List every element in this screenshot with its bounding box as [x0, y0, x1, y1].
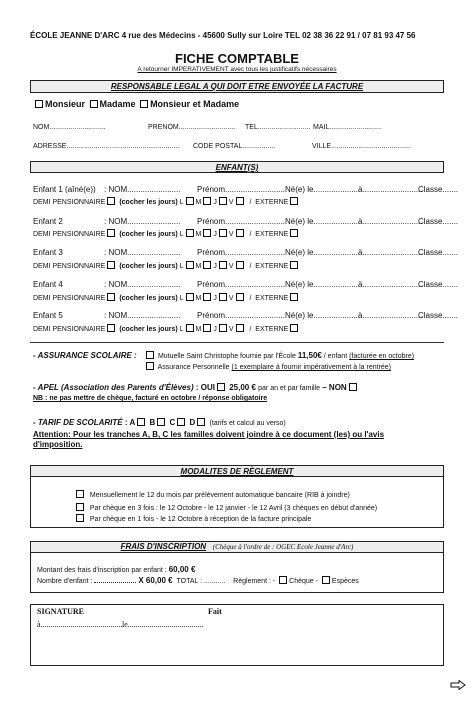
- demi-pensionnaire-label: DEMI PENSIONNAIRE: [33, 326, 106, 333]
- day-m-checkbox[interactable]: [203, 261, 211, 269]
- both-checkbox[interactable]: [140, 100, 148, 108]
- mutuelle-note: (facturée en octobre): [349, 353, 415, 360]
- enfant-2-label: Enfant 2: [33, 217, 63, 226]
- demi-pensionnaire-label: DEMI PENSIONNAIRE: [33, 199, 106, 206]
- page-subtitle: A retourner IMPERATIVEMENT avec tous les justificatifs nécessaires: [137, 66, 337, 73]
- attention-text: : Pour les tranches A, B, C les familles doivent joindre à ce document (les) ou l'avis: [68, 430, 385, 439]
- responsable-header: RESPONSABLE LEGAL A QUI DOIT ETRE ENVOYÉE LA FACTURE: [30, 80, 444, 93]
- day-v: V: [228, 199, 234, 206]
- assurance-option-2: [144, 362, 391, 371]
- enfant-5-label: Enfant 5: [33, 311, 63, 320]
- day-j-checkbox[interactable]: [219, 293, 227, 301]
- trois-fois-label: Par chèque en 3 fois : le 12 Octobre - le 12 janvier - le 12 Avril (3 chèques en début d'année): [89, 505, 378, 512]
- demi-checkbox[interactable]: [107, 293, 115, 301]
- school-address: 4 rue des Médecins - 45600 Sully sur Loire TEL 02 38 36 22 91 / 07 81 93 47 56: [121, 31, 416, 40]
- enfant-4-nom[interactable]: : NOM........................: [104, 280, 181, 289]
- day-m-checkbox[interactable]: [203, 229, 211, 237]
- day-j-checkbox[interactable]: [219, 197, 227, 205]
- assurance-label: - ASSURANCE SCOLAIRE :: [33, 351, 137, 360]
- day-j: J: [213, 199, 217, 206]
- madame-label: Madame: [99, 99, 136, 109]
- nombre-label: Nombre d'enfant :: [37, 578, 93, 585]
- day-v-checkbox[interactable]: [236, 324, 244, 332]
- page-title: FICHE COMPTABLE: [175, 51, 299, 66]
- day-m: M: [195, 263, 202, 270]
- enfant-4-regime: [33, 293, 300, 302]
- reglement-item-3: [74, 514, 311, 523]
- enfant-3-a[interactable]: à...........................: [358, 248, 423, 257]
- signature-label: SIGNATURE: [37, 607, 84, 616]
- day-m: M: [195, 199, 202, 206]
- day-m-checkbox[interactable]: [203, 293, 211, 301]
- externe-checkbox[interactable]: [290, 229, 298, 237]
- demi-checkbox[interactable]: [107, 229, 115, 237]
- demi-checkbox[interactable]: [107, 261, 115, 269]
- enfant-1-label: Enfant 1 (aîné(e)): [33, 185, 96, 194]
- reglement-header: MODALITES DE RÈGLEMENT: [30, 465, 444, 477]
- enfant-1-prenom[interactable]: Prénom...........................: [197, 185, 286, 194]
- mutuelle-label: Mutuelle Saint Christophe fournie par l'École: [157, 353, 298, 360]
- day-j: J: [213, 326, 217, 333]
- externe-checkbox[interactable]: [290, 324, 298, 332]
- civility-row: [33, 99, 239, 109]
- inscription-reglement-label: Règlement : -: [233, 578, 276, 585]
- monsieur-checkbox[interactable]: [35, 100, 43, 108]
- day-j-checkbox[interactable]: [219, 261, 227, 269]
- arrow-right-icon: [450, 677, 466, 695]
- enfant-2-nom[interactable]: : NOM........................: [104, 217, 181, 226]
- mutuelle-per: / enfant: [321, 353, 350, 360]
- mutuelle-price: 11,50€: [297, 351, 322, 360]
- enfant-4-classe[interactable]: Classe.......: [418, 280, 459, 289]
- tarif-a-checkbox[interactable]: [137, 418, 145, 426]
- madame-checkbox[interactable]: [90, 100, 98, 108]
- externe-checkbox[interactable]: [290, 261, 298, 269]
- day-l: L: [179, 231, 184, 238]
- enfant-3-classe[interactable]: Classe.......: [418, 248, 459, 257]
- enfant-3-prenom[interactable]: Prénom...........................: [197, 248, 286, 257]
- enfant-4-prenom[interactable]: Prénom...........................: [197, 280, 286, 289]
- externe-label: EXTERNE: [255, 231, 289, 238]
- tarif-label: - TARIF DE SCOLARITÉ: [33, 418, 123, 427]
- inscription-header-note: (Chèque à l'ordre de : OGEC Ecole Jeanne d'Arc): [212, 543, 354, 551]
- enfant-1-regime: [33, 197, 300, 206]
- enfant-5-regime: [33, 324, 300, 333]
- reglement-item-1: [74, 490, 350, 499]
- enfant-2-regime: [33, 229, 300, 238]
- signature-le-field[interactable]: le......................................: [122, 620, 204, 629]
- school-name: ÉCOLE JEANNE D'ARC: [30, 31, 120, 40]
- day-l-checkbox[interactable]: [186, 229, 194, 237]
- apel-oui: : OUI: [195, 383, 215, 392]
- day-v: V: [228, 231, 234, 238]
- mail-field[interactable]: MAIL...........................: [313, 124, 382, 131]
- demi-pensionnaire-label: DEMI PENSIONNAIRE: [33, 295, 106, 302]
- day-l-checkbox[interactable]: [186, 293, 194, 301]
- day-j-checkbox[interactable]: [219, 229, 227, 237]
- tarif-b: B: [149, 418, 156, 427]
- day-v: V: [228, 263, 234, 270]
- apel-price: 25,00 €: [229, 383, 256, 392]
- externe-label: EXTERNE: [255, 295, 289, 302]
- cp-field[interactable]: CODE POSTAL.................: [193, 143, 276, 150]
- day-j-checkbox[interactable]: [219, 324, 227, 332]
- externe-label: EXTERNE: [255, 199, 289, 206]
- day-v: V: [228, 326, 234, 333]
- enfant-1-a[interactable]: à...........................: [358, 185, 423, 194]
- day-m-checkbox[interactable]: [203, 197, 211, 205]
- day-l: L: [179, 199, 184, 206]
- slash: /: [249, 231, 252, 238]
- apel-nb: NB : ne pas mettre de chèque, facturé en octobre / réponse obligatoire: [33, 395, 268, 402]
- attention-label: Attention: [33, 430, 69, 439]
- monsieur-label: Monsieur: [45, 99, 86, 109]
- tarif-a: : A: [124, 418, 136, 427]
- signature-box: [30, 604, 444, 666]
- apel-label: - APEL (Association des Parents d'Élèves): [33, 383, 194, 392]
- apel-oui-checkbox[interactable]: [217, 383, 225, 391]
- especes-checkbox[interactable]: [322, 576, 330, 584]
- total-field[interactable]: : ...........: [200, 578, 226, 585]
- enfant-5-a[interactable]: à...........................: [358, 311, 423, 320]
- day-v-checkbox[interactable]: [236, 293, 244, 301]
- signature-a-field[interactable]: à..........................................: [37, 620, 125, 629]
- total-label: TOTAL: [176, 578, 199, 585]
- enfant-2-classe[interactable]: Classe.......: [418, 217, 459, 226]
- perso-checkbox[interactable]: [146, 362, 154, 370]
- enfant-5-classe[interactable]: Classe.......: [418, 311, 459, 320]
- perso-note: (1 exemplaire à fournir impérativement à la rentrée): [231, 364, 392, 371]
- apel-per: par an et par famille: [258, 385, 321, 392]
- enfant-4-label: Enfant 4: [33, 280, 63, 289]
- tarif-d-checkbox[interactable]: [197, 418, 205, 426]
- attention-line-2: d'imposition.: [33, 440, 83, 449]
- enfant-5-prenom[interactable]: Prénom...........................: [197, 311, 286, 320]
- day-v: V: [228, 295, 234, 302]
- enfant-1-nom[interactable]: : NOM........................: [104, 185, 181, 194]
- day-m: M: [195, 326, 202, 333]
- nombre-row: [37, 576, 359, 585]
- enfant-2-prenom[interactable]: Prénom...........................: [197, 217, 286, 226]
- day-j: J: [213, 295, 217, 302]
- cocher-label: (cocher les jours): [119, 263, 178, 270]
- day-v-checkbox[interactable]: [236, 261, 244, 269]
- school-header: [30, 31, 416, 40]
- enfant-3-regime: [33, 261, 300, 270]
- fait-label: Fait: [208, 607, 222, 616]
- adresse-field[interactable]: ADRESSE..........................................................: [33, 143, 180, 150]
- externe-label: EXTERNE: [255, 263, 289, 270]
- enfant-4-ne[interactable]: Né(e) le.....................: [285, 280, 361, 289]
- slash: /: [249, 263, 252, 270]
- enfant-5-ne[interactable]: Né(e) le.....................: [285, 311, 361, 320]
- slash: /: [249, 326, 252, 333]
- demi-pensionnaire-label: DEMI PENSIONNAIRE: [33, 263, 106, 270]
- externe-checkbox[interactable]: [290, 197, 298, 205]
- day-l-checkbox[interactable]: [186, 324, 194, 332]
- mensuel-checkbox[interactable]: [76, 490, 84, 498]
- ville-field[interactable]: VILLE.........................................: [312, 143, 411, 150]
- day-l-checkbox[interactable]: [186, 261, 194, 269]
- tarif-d: D: [189, 418, 196, 427]
- apel-row: [33, 383, 359, 392]
- day-m-checkbox[interactable]: [203, 324, 211, 332]
- day-j: J: [213, 231, 217, 238]
- inscription-header-bar: [30, 541, 444, 553]
- day-l: L: [179, 295, 184, 302]
- cocher-label: (cocher les jours): [119, 231, 178, 238]
- tarif-b-checkbox[interactable]: [157, 418, 165, 426]
- slash: /: [249, 199, 252, 206]
- both-label: Monsieur et Madame: [150, 99, 240, 109]
- tarif-row: [33, 418, 286, 427]
- externe-checkbox[interactable]: [290, 293, 298, 301]
- enfant-3-nom[interactable]: : NOM........................: [104, 248, 181, 257]
- demi-checkbox[interactable]: [107, 197, 115, 205]
- enfant-3-ne[interactable]: Né(e) le.....................: [285, 248, 361, 257]
- une-fois-checkbox[interactable]: [76, 514, 84, 522]
- day-l: L: [179, 326, 184, 333]
- tarif-c: C: [169, 418, 176, 427]
- prenom-field[interactable]: PRENOM.............................: [148, 124, 236, 131]
- trois-fois-checkbox[interactable]: [76, 503, 84, 511]
- assurance-option-1: [144, 351, 414, 360]
- enfant-2-ne[interactable]: Né(e) le.....................: [285, 217, 361, 226]
- day-m: M: [195, 231, 202, 238]
- day-v-checkbox[interactable]: [236, 197, 244, 205]
- demi-checkbox[interactable]: [107, 324, 115, 332]
- enfant-3-label: Enfant 3: [33, 248, 63, 257]
- enfant-2-a[interactable]: à...........................: [358, 217, 423, 226]
- inscription-header: FRAIS D'INSCRIPTION: [120, 542, 207, 551]
- tel-field[interactable]: TEL...........................: [245, 124, 311, 131]
- nombre-input[interactable]: [94, 582, 136, 583]
- tarif-note: (tarifs et calcul au verso): [209, 420, 286, 427]
- enfant-5-nom[interactable]: : NOM........................: [104, 311, 181, 320]
- attention-line: [33, 430, 384, 439]
- slash: /: [249, 295, 252, 302]
- montant-row: [37, 565, 195, 574]
- enfants-header: ENFANT(S): [30, 161, 444, 173]
- cocher-label: (cocher les jours): [119, 199, 178, 206]
- day-l-checkbox[interactable]: [186, 197, 194, 205]
- day-j: J: [213, 263, 217, 270]
- une-fois-label: Par chèque en 1 fois - le 12 Octobre à réception de la facture principale: [89, 516, 312, 523]
- montant-label: Montant des frais d'inscription par enfant :: [37, 567, 167, 574]
- day-l: L: [179, 263, 184, 270]
- perso-label: Assurance Personnelle: [157, 364, 232, 371]
- apel-non-checkbox[interactable]: [349, 383, 357, 391]
- apel-non: – NON: [322, 383, 347, 392]
- cheque-label: Chèque -: [289, 578, 318, 585]
- montant-value: 60,00 €: [168, 565, 196, 574]
- cocher-label: (cocher les jours): [119, 326, 178, 333]
- nom-field[interactable]: NOM.............................: [33, 124, 106, 131]
- enfant-4-a[interactable]: à...........................: [358, 280, 423, 289]
- day-v-checkbox[interactable]: [236, 229, 244, 237]
- especes-label: Espèces: [331, 578, 359, 585]
- day-m: M: [195, 295, 202, 302]
- mutuelle-checkbox[interactable]: [146, 351, 154, 359]
- enfant-1-ne[interactable]: Né(e) le.....................: [285, 185, 361, 194]
- enfant-1-classe[interactable]: Classe.......: [418, 185, 459, 194]
- calc-label: X 60,00 €: [138, 576, 173, 585]
- tarif-c-checkbox[interactable]: [177, 418, 185, 426]
- mensuel-label: Mensuellement le 12 du mois par prélèvement automatique bancaire (RIB à joindre): [89, 492, 350, 499]
- cheque-checkbox[interactable]: [279, 576, 287, 584]
- externe-label: EXTERNE: [255, 326, 289, 333]
- demi-pensionnaire-label: DEMI PENSIONNAIRE: [33, 231, 106, 238]
- reglement-item-2: [74, 503, 377, 512]
- divider: [30, 342, 444, 343]
- cocher-label: (cocher les jours): [119, 295, 178, 302]
